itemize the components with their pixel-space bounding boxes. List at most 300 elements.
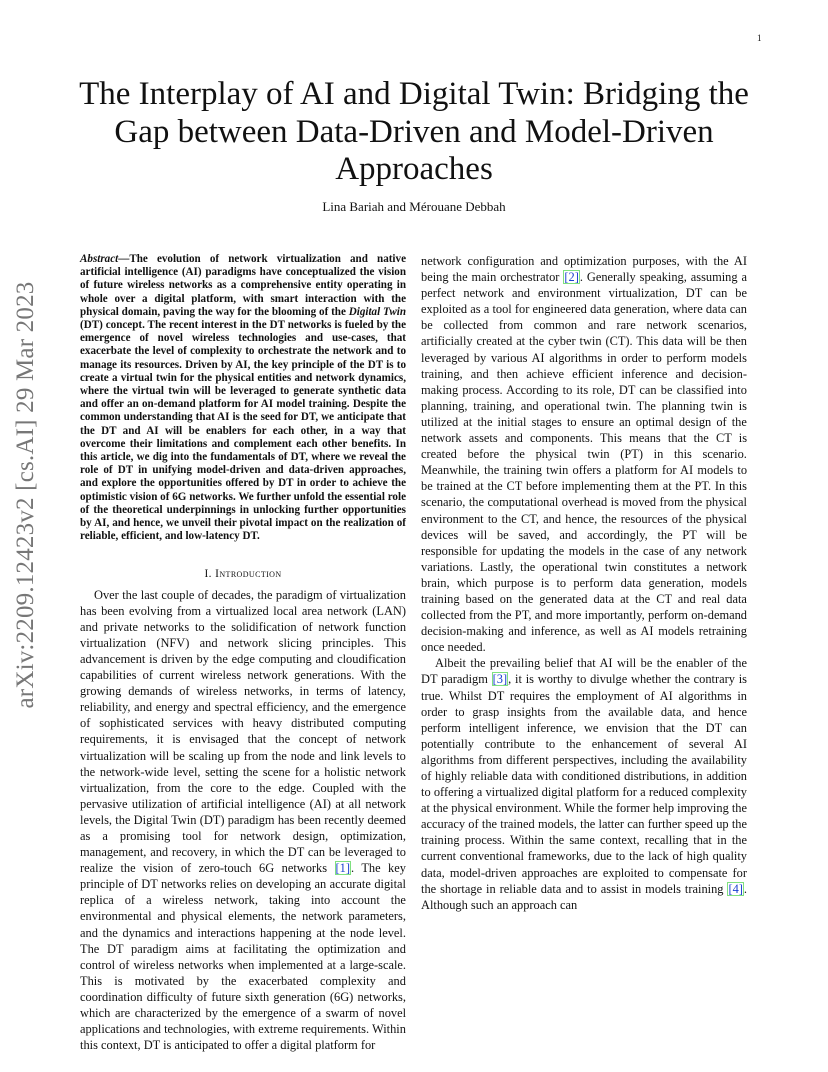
word: intelligence <box>247 796 306 811</box>
word: edge. <box>278 780 305 795</box>
word: can <box>729 302 747 317</box>
word: artificial <box>201 796 244 811</box>
word: Meanwhile, <box>421 463 480 478</box>
word: computing <box>353 716 407 731</box>
word: moved <box>622 495 657 510</box>
word: latency, <box>367 684 406 699</box>
word: and <box>80 925 98 940</box>
word: twin <box>710 398 733 413</box>
word: of <box>180 861 192 876</box>
word: planning, <box>421 398 468 413</box>
word: network <box>463 286 505 301</box>
word: the <box>518 591 534 606</box>
word: will <box>467 527 488 542</box>
word <box>380 893 391 907</box>
word <box>534 576 541 590</box>
word <box>673 528 683 542</box>
word: data <box>590 302 611 317</box>
word: the <box>294 941 310 956</box>
word: of <box>346 732 357 747</box>
word <box>627 560 634 574</box>
word: network <box>706 559 747 574</box>
word: a <box>146 893 152 908</box>
word: the <box>623 543 639 558</box>
word: various <box>490 350 528 365</box>
word: rare <box>616 318 636 333</box>
word: at <box>474 479 484 494</box>
word: models <box>711 575 747 590</box>
word: driven <box>161 651 193 666</box>
word <box>327 861 334 875</box>
word: replica <box>80 893 114 908</box>
word: the <box>333 700 349 715</box>
word: twin. <box>605 398 632 413</box>
word: of <box>197 587 209 602</box>
word: which <box>456 575 488 590</box>
word: growing <box>80 684 122 699</box>
citation-link-3[interactable]: [3] <box>492 672 508 687</box>
word <box>108 829 120 843</box>
word <box>354 781 361 795</box>
word: and <box>559 527 578 542</box>
word: CT, <box>520 511 539 526</box>
word: decision-making <box>421 366 747 397</box>
word: is <box>114 973 123 988</box>
word: training, <box>421 366 463 381</box>
word: and <box>192 700 211 715</box>
word: scenarios, <box>697 318 747 333</box>
word: platform <box>315 1038 358 1053</box>
word <box>300 893 311 907</box>
word: interactions <box>197 925 256 940</box>
word <box>499 447 510 461</box>
word: has <box>277 812 295 827</box>
word <box>281 829 293 843</box>
word: principle <box>80 877 125 892</box>
word: context, <box>101 1038 141 1053</box>
word <box>709 431 716 445</box>
word: reliability, <box>80 700 131 715</box>
word: Generally <box>586 270 636 285</box>
word: digital <box>374 877 406 892</box>
word: be <box>328 845 341 860</box>
word: setting <box>205 764 239 779</box>
word <box>268 636 278 650</box>
word: a <box>483 302 490 317</box>
word: difficulty <box>146 989 193 1004</box>
word <box>361 684 368 698</box>
word: DT <box>618 382 636 397</box>
word: This <box>383 635 407 650</box>
word: the <box>390 780 406 795</box>
word <box>146 636 156 650</box>
word: PT <box>682 527 697 542</box>
word: a <box>102 828 108 843</box>
word: purposes, <box>632 254 680 268</box>
word: virtualization <box>80 635 147 650</box>
word <box>136 861 143 875</box>
word <box>209 942 217 956</box>
word: technologies, <box>164 1022 230 1037</box>
word: on-demand <box>691 608 747 623</box>
word <box>239 732 248 746</box>
word: relies <box>209 877 237 892</box>
word: process. <box>462 382 503 397</box>
word: future <box>211 989 241 1004</box>
word: extreme <box>258 1022 299 1037</box>
word: the <box>520 559 536 574</box>
word: be <box>660 382 673 397</box>
word: the <box>477 414 493 429</box>
word <box>462 431 469 445</box>
word: edge <box>231 651 255 666</box>
word: orchestrator <box>500 270 560 285</box>
word: and <box>677 591 696 606</box>
word <box>228 829 240 843</box>
citation-link-4[interactable]: [4] <box>728 881 743 896</box>
word: based <box>465 591 494 606</box>
word: the <box>731 414 747 429</box>
word: constitutes <box>633 559 687 574</box>
word: last <box>140 587 158 602</box>
citation-link-2[interactable]: [2] <box>564 270 579 285</box>
word <box>357 732 366 746</box>
word: networks <box>178 957 224 972</box>
word: and <box>388 973 406 988</box>
word: is <box>163 1038 172 1053</box>
word: (DT) <box>199 812 225 827</box>
word <box>236 974 248 988</box>
word: the <box>212 651 228 666</box>
word <box>667 367 675 381</box>
word: of <box>302 619 313 634</box>
word: the <box>529 334 545 349</box>
word: any <box>683 543 702 558</box>
word: into <box>310 893 331 908</box>
word: created <box>421 447 457 462</box>
word <box>473 560 480 574</box>
word <box>102 974 114 988</box>
word: computing <box>258 651 312 666</box>
word: on <box>499 591 513 606</box>
word: the <box>257 587 273 602</box>
word: CT <box>715 431 732 446</box>
word <box>181 732 190 746</box>
word <box>312 636 322 650</box>
word: paradigm <box>275 587 323 602</box>
word: with <box>361 780 384 795</box>
word: implemented <box>258 957 324 972</box>
word: network <box>646 318 688 333</box>
word <box>518 367 526 381</box>
word: link <box>340 748 360 763</box>
word: coordination <box>80 989 143 1004</box>
word: network <box>706 543 747 558</box>
word <box>610 447 621 461</box>
word <box>550 528 560 542</box>
word: the <box>635 591 651 606</box>
word: role, <box>592 382 615 397</box>
word: network <box>302 909 343 924</box>
word: a <box>605 463 611 478</box>
word <box>498 431 505 445</box>
word: With <box>360 668 385 683</box>
abstract-text-2: (DT) concept. The recent interest in the DT networks is fueled by the emergence of novel wireless technologies and use-cases, that exacerbate the level of complexity to orchestrate the network and to manage its resources. Driven by AI, the key principle of the DT is to create a virtual twin for the physical entities and network dynamics, where the virtual twin will be leveraged to generate synthetic data and offer an on-demand platform for AI model training. Despite the common understanding that AI is the seed for DT, we anticipate that the DT and AI will be enablers for each other, in a way that overcome their limitations and complement each other benefits. In this article, we dig into the fundamentals of DT, where we reveal the role of DT in unifying model-driven and data-driven approaches, and explore the opportunities offered by DT in order to achieve the optimistic vision of 6G networks. We further unfold the essential role of the theoretical underpinnings in unlocking further opportunities by AI, and hence, we unveil their pivotal impact on the realization of reliable, efficient, and low-latency DT. <box>80 319 406 543</box>
word: brain, <box>421 575 450 590</box>
word: by <box>196 973 209 988</box>
word: and <box>520 398 539 413</box>
word <box>433 318 444 332</box>
word: In <box>714 479 726 494</box>
word: common <box>533 318 578 333</box>
word: twin <box>546 463 569 478</box>
word: from <box>243 748 268 763</box>
word: data <box>662 334 683 349</box>
word: AI <box>640 624 654 639</box>
word: realize <box>80 861 114 876</box>
word: facilitating <box>233 941 288 956</box>
word: to <box>396 845 406 860</box>
word: to <box>562 382 573 397</box>
word: leveraged <box>421 350 470 365</box>
word: and <box>675 366 694 381</box>
intro-paragraph-1-continued <box>421 253 747 655</box>
word <box>458 528 468 542</box>
word: the <box>657 527 673 542</box>
word: emergence <box>352 700 406 715</box>
word: 6G <box>259 861 275 876</box>
word: from <box>156 780 181 795</box>
word: zero-touch <box>198 861 252 876</box>
abstract <box>80 253 406 543</box>
word: core <box>210 780 232 795</box>
word: is <box>738 398 747 413</box>
word: advancement <box>80 651 146 666</box>
word <box>181 781 188 795</box>
word: and <box>157 909 176 924</box>
word: needed. <box>447 640 486 655</box>
word <box>249 781 256 795</box>
word: physical <box>535 447 577 462</box>
word <box>606 318 617 332</box>
word: hence, <box>565 511 598 526</box>
word: be <box>735 286 747 301</box>
word: from <box>659 495 684 510</box>
word: (LAN) <box>372 603 406 618</box>
word: offers <box>572 463 602 478</box>
word <box>530 286 538 300</box>
word <box>488 318 499 332</box>
word: virtualization, <box>80 780 150 795</box>
word: initial <box>497 414 527 429</box>
word: the <box>452 270 468 285</box>
word: distributed <box>291 716 345 731</box>
word: at <box>327 957 336 972</box>
word: level, <box>173 764 201 779</box>
word: as <box>626 624 637 639</box>
word: is <box>540 575 550 590</box>
word: physical <box>705 511 747 526</box>
word: at <box>316 925 326 940</box>
word: The <box>80 941 100 956</box>
word: be <box>735 527 747 542</box>
word: to <box>487 511 498 526</box>
word: and <box>543 511 562 526</box>
word: capabilities <box>80 668 137 683</box>
word: at <box>620 591 630 606</box>
word: components. <box>529 431 593 446</box>
word: with <box>685 254 708 268</box>
word <box>577 318 588 332</box>
word: as <box>584 624 596 639</box>
word: exacerbated <box>248 973 308 988</box>
word: engineered <box>532 302 587 317</box>
word: in <box>609 543 619 558</box>
word <box>191 861 198 875</box>
word: from <box>176 603 202 618</box>
word: DT <box>685 286 703 301</box>
word: can <box>639 382 657 397</box>
word: optimization <box>317 941 381 956</box>
word: real <box>701 591 721 606</box>
word: will <box>686 334 707 349</box>
word: resources <box>620 511 668 526</box>
word <box>641 576 648 590</box>
word: data <box>620 575 642 590</box>
word: for <box>360 1038 376 1053</box>
word: terms <box>316 684 344 699</box>
word: account <box>341 893 380 908</box>
word: the <box>268 845 284 860</box>
page-number: 1 <box>757 33 762 43</box>
word: The <box>361 861 381 876</box>
intro-paragraph-1 <box>80 587 406 1054</box>
word: wireless <box>133 957 175 972</box>
word: and <box>534 608 553 623</box>
word: by <box>205 1006 218 1020</box>
word: network <box>227 635 269 650</box>
word <box>114 893 125 907</box>
word <box>384 781 391 795</box>
word: in <box>299 684 310 699</box>
word: the <box>390 668 407 683</box>
section-heading-introduction <box>80 566 406 582</box>
word: implementing <box>561 479 631 494</box>
word: can <box>710 286 728 301</box>
word: algorithms <box>549 350 603 365</box>
word <box>202 829 214 843</box>
word: network <box>365 796 406 811</box>
word: heavy <box>252 716 283 731</box>
word: and <box>318 748 337 763</box>
word: DT <box>143 1038 160 1053</box>
word <box>598 560 605 574</box>
word <box>374 636 384 650</box>
word: Coupled <box>312 780 355 795</box>
word: Over <box>94 587 119 602</box>
word: network <box>365 732 406 747</box>
word: wireless <box>200 668 242 683</box>
word: wireless <box>196 684 238 699</box>
word: key <box>388 861 406 876</box>
word <box>170 829 182 843</box>
word: of <box>671 511 683 526</box>
word: to <box>396 748 406 763</box>
word <box>290 732 299 746</box>
word <box>173 861 180 875</box>
word: a <box>314 764 320 779</box>
word: parameters, <box>348 909 406 924</box>
word: virtualization <box>80 748 147 763</box>
word: will <box>706 527 726 542</box>
word: for <box>514 302 530 317</box>
word: applications <box>80 1022 140 1037</box>
word: the <box>222 1006 238 1020</box>
word: services <box>172 716 213 731</box>
word: training, <box>473 398 515 413</box>
word: a <box>315 1006 322 1020</box>
word <box>643 447 654 461</box>
word: This <box>636 334 659 349</box>
word: perfect <box>421 286 456 301</box>
word: importantly, <box>584 608 645 623</box>
word <box>244 716 253 730</box>
word: efficient <box>572 366 614 381</box>
word: swarm <box>325 1006 359 1020</box>
word: paradigm <box>227 812 275 827</box>
word: utilized <box>421 414 459 429</box>
word: a <box>741 270 748 285</box>
word: by <box>473 350 487 365</box>
word: and <box>508 624 527 639</box>
word <box>622 431 629 445</box>
word <box>344 684 351 698</box>
word: and <box>315 651 334 666</box>
word: order <box>621 350 648 365</box>
word <box>293 684 300 698</box>
word: decision-making <box>421 624 504 639</box>
word <box>380 942 388 956</box>
word <box>450 576 457 590</box>
word: of <box>186 796 197 811</box>
word: the <box>187 780 204 795</box>
word: private <box>103 619 139 634</box>
word <box>99 942 107 956</box>
word: environmental <box>80 909 152 924</box>
word: this <box>729 479 747 494</box>
word: DT <box>141 877 158 892</box>
word: case <box>643 543 665 558</box>
word <box>678 286 686 300</box>
word: the <box>330 925 346 940</box>
word: motivated <box>134 973 185 988</box>
word: stages <box>531 414 562 429</box>
word: characterized <box>134 1006 201 1020</box>
word: of <box>80 716 91 731</box>
word: design, <box>292 828 329 843</box>
word: function <box>364 619 407 634</box>
intro-p2-text-2: , it is worthy to divulge whether the contrary is true. Whilst DT requires the employment of AI algorithms in order to grasp insights from the available data, and hence perform intelligent inference, we envision that the DT can potentially contribute to the enhancement of several AI algorithms from different perspectives, including the availability of highly reliable data with conditioned distributions, in addition to offering a virtualized digital platform for a reduced complexity at the physical environment. While the former help improving the accuracy of the trained models, the latter can further speed up the training process. Within the same context, recalling that in the current conventional frameworks, due to the lack of high quality data, model-driven approaches are exploited to compensate for the shortage in reliable data and to assist in models training <box>421 672 747 896</box>
word: of <box>716 414 727 429</box>
word: networks, <box>244 684 293 699</box>
left-column <box>80 253 406 1053</box>
word: of <box>350 684 361 699</box>
word: saved, <box>518 527 550 542</box>
citation-link-1[interactable]: [1] <box>335 861 350 876</box>
word: (NFV) <box>156 635 190 650</box>
word: at <box>335 796 345 811</box>
word: Within <box>372 1022 406 1037</box>
